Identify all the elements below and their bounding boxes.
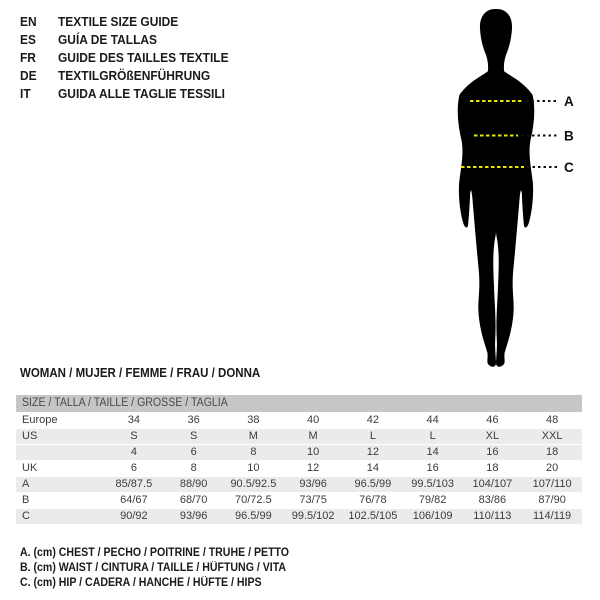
table-cell: 8 [250, 446, 257, 458]
table-cell: 12 [307, 462, 320, 474]
table-cell: 6 [130, 462, 137, 474]
table-cell: 70/72.5 [235, 494, 272, 506]
table-cell: XXL [541, 430, 563, 442]
table-row-label: US [22, 430, 38, 442]
table-cell: 4 [130, 446, 137, 458]
legend-row-text: B. (cm) WAIST / CINTURA / TAILLE / HÜFTUNG / VITA [20, 562, 287, 575]
legend-row [20, 561, 312, 576]
table-cell: 79/82 [418, 494, 447, 506]
language-row [20, 85, 243, 103]
table-cell: 18 [486, 462, 499, 474]
hip-marker-label: C [564, 160, 574, 175]
table-cell: 93/96 [179, 510, 208, 522]
language-row [20, 13, 243, 31]
table-cell: 20 [546, 462, 559, 474]
language-label-text: TEXTILGRÖßENFÜHRUNG [58, 68, 211, 83]
language-row [20, 67, 243, 85]
language-label [58, 49, 243, 67]
table-cell: XL [485, 430, 500, 442]
table-cell: 36 [187, 414, 200, 426]
language-label-text: GUÍA DE TALLAS [58, 32, 158, 47]
table-row [16, 477, 582, 492]
table-cell: 106/109 [412, 510, 453, 522]
size-table-body [16, 413, 582, 524]
table-cell: 40 [307, 414, 320, 426]
language-label-text: GUIDA ALLE TAGLIE TESSILI [58, 86, 226, 101]
table-cell: 102.5/105 [348, 510, 398, 522]
table-cell: 16 [486, 446, 499, 458]
table-row [16, 493, 582, 508]
table-cell: 107/110 [532, 478, 572, 490]
table-row-label: C [22, 510, 30, 522]
table-cell: 68/70 [179, 494, 208, 506]
size-table-header-text: SIZE / TALLA / TAILLE / GRÖSSE / TAGLIA [22, 397, 228, 409]
table-cell: 110/113 [473, 510, 512, 522]
legend-row-text: C. (cm) HIP / CADERA / HANCHE / HÜFTE / HIPS [20, 577, 262, 590]
table-cell: 46 [486, 414, 499, 426]
table-cell: 10 [307, 446, 320, 458]
table-cell: 99.5/102 [291, 510, 335, 522]
table-row [16, 445, 582, 460]
language-row [20, 31, 243, 49]
table-cell: 10 [247, 462, 260, 474]
table-cell: 96.5/99 [354, 478, 392, 490]
table-cell: 6 [190, 446, 197, 458]
language-list [20, 13, 243, 103]
table-cell: 12 [366, 446, 379, 458]
table-cell: 34 [127, 414, 140, 426]
table-cell: L [369, 430, 376, 442]
table-cell: 48 [546, 414, 559, 426]
legend-row-text: A. (cm) CHEST / PECHO / POITRINE / TRUHE / PETTO [20, 547, 290, 559]
language-label [58, 85, 240, 103]
table-cell: 93/96 [299, 478, 327, 490]
size-table [16, 395, 582, 524]
language-label-text: GUIDE DES TAILLES TEXTILE [58, 50, 229, 65]
table-cell: 99.5/103 [411, 478, 455, 490]
table-row [16, 429, 582, 444]
table-row-label: Europe [22, 414, 58, 426]
language-label [58, 13, 189, 31]
chest-marker-label: A [564, 94, 574, 109]
table-row-label: UK [22, 462, 38, 474]
table-cell: 104/107 [472, 478, 513, 490]
table-cell: 14 [366, 462, 379, 474]
table-cell: 18 [546, 446, 559, 458]
measurement-figure [420, 0, 600, 390]
table-cell: 42 [366, 414, 379, 426]
table-cell: 8 [190, 462, 197, 474]
table-cell: 83/86 [478, 494, 507, 506]
table-cell: 76/78 [359, 494, 387, 506]
table-cell: 114/119 [533, 510, 572, 522]
language-code: IT [20, 86, 31, 101]
table-row-label [16, 445, 104, 460]
table-cell: 90.5/92.5 [230, 478, 277, 490]
table-row-label: B [22, 494, 30, 506]
waist-marker-label: B [564, 128, 574, 144]
table-cell: M [248, 430, 258, 442]
table-cell: 73/75 [299, 494, 327, 506]
table-row [16, 509, 582, 524]
table-row [16, 461, 582, 476]
language-row [20, 49, 243, 67]
language-code: FR [20, 50, 36, 65]
woman-silhouette-icon [458, 9, 535, 367]
table-cell: 90/92 [120, 510, 148, 522]
table-row-label: A [22, 478, 30, 490]
legend-row [20, 546, 312, 561]
table-cell: 16 [426, 462, 439, 474]
language-label [58, 31, 166, 49]
table-cell: 38 [247, 414, 260, 426]
table-cell: S [130, 430, 138, 442]
table-cell: 44 [426, 414, 439, 426]
language-code: ES [20, 32, 36, 47]
table-row [16, 413, 582, 428]
section-title-text: WOMAN / MUJER / FEMME / FRAU / DONNA [20, 366, 261, 380]
table-cell: 64/67 [120, 494, 148, 506]
table-cell: 88/90 [179, 478, 208, 490]
size-table-header [16, 395, 582, 412]
table-cell: L [429, 430, 436, 442]
table-cell: 87/90 [538, 494, 566, 506]
language-code: DE [20, 68, 37, 83]
language-label [58, 67, 223, 85]
table-cell: S [189, 430, 198, 442]
section-title [20, 366, 281, 380]
language-label-text: TEXTILE SIZE GUIDE [58, 14, 179, 29]
table-cell: 96.5/99 [235, 510, 272, 522]
table-cell: 85/87.5 [115, 478, 153, 490]
table-cell: 14 [426, 446, 439, 458]
measurement-legend [20, 546, 312, 592]
table-cell: M [308, 430, 318, 442]
legend-row [20, 576, 312, 591]
language-code: EN [20, 14, 37, 29]
